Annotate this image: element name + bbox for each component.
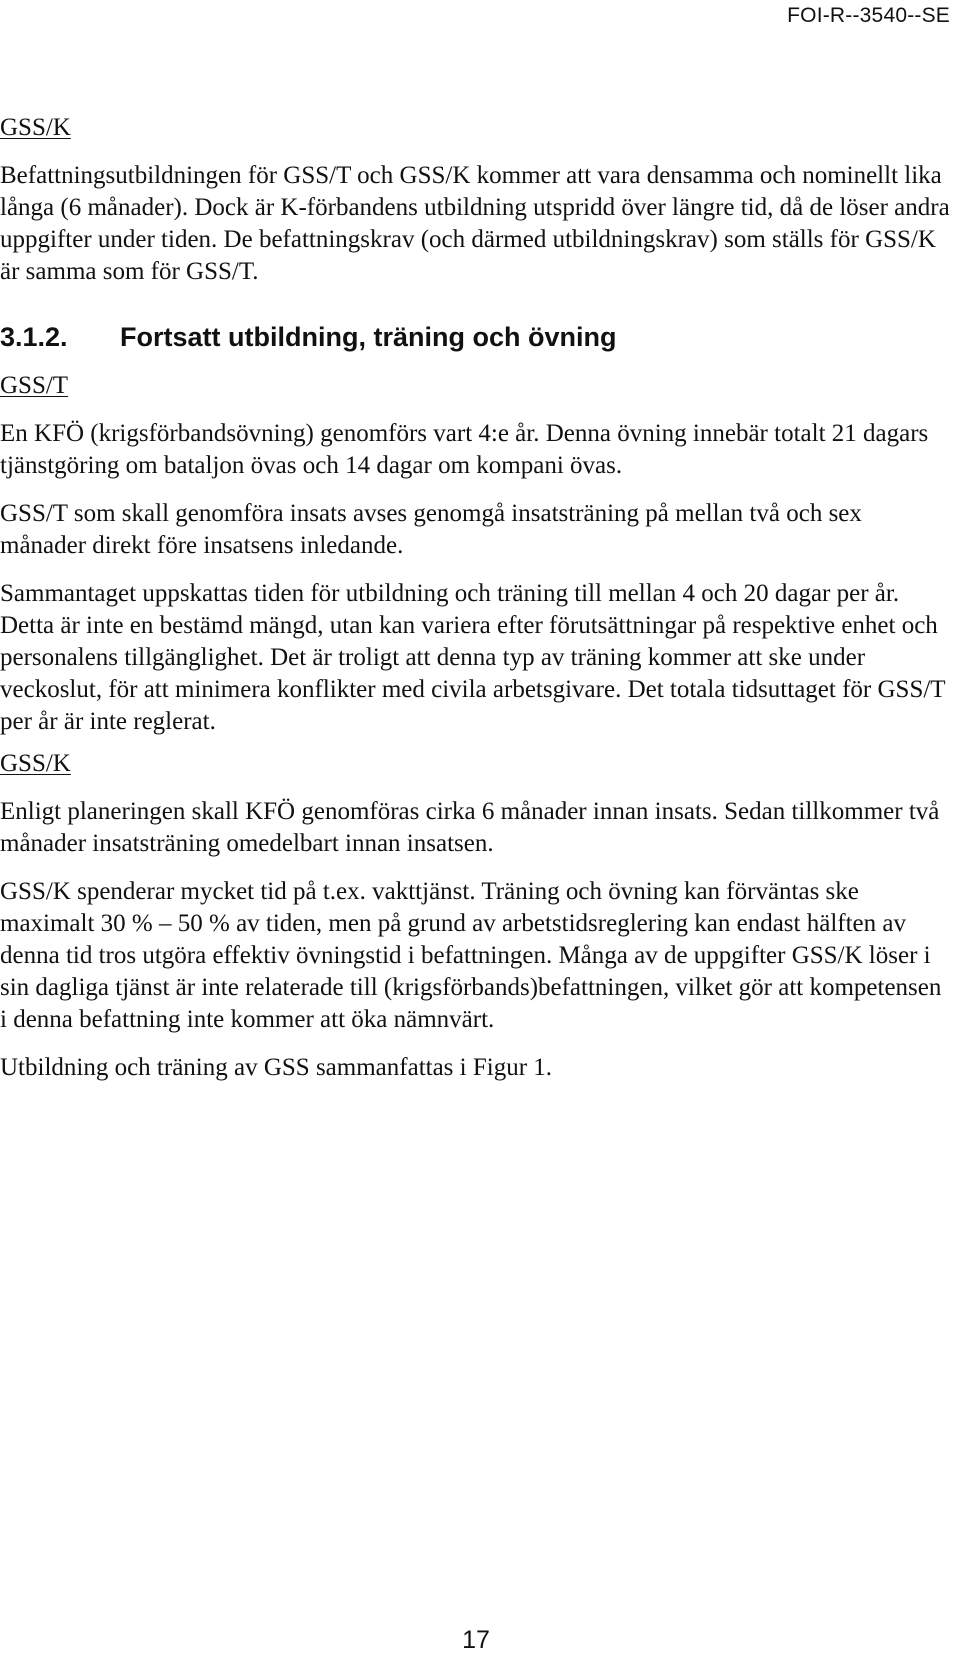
report-id: FOI-R--3540--SE [787, 4, 950, 27]
paragraph-gss-t-summary: Sammantaget uppskattas tiden för utbildning och träning till mellan 4 och 20 dagar per år. Detta är inte en bestämd mängd, utan kan variera efter förutsättningar på respektive enhet och personalens tillgänglighet. Det är troligt att denna typ av träning kommer att ske under veckoslut, för att minimera konflikter med civila arbetsgivare. Det totala tidsuttaget för GSS/T per år är inte reglerat. [0, 580, 946, 735]
paragraph-gss-k-vakttjanst: GSS/K spenderar mycket tid på t.ex. vakttjänst. Träning och övning kan förväntas ske maximalt 30 % – 50 % av tiden, men på grund av arbetstidsreglering kan endast hälften av denna tid tros utgöra effektiv övningstid i befattningen. Många av de uppgifter GSS/K löser i sin dagliga tjänst är inte relaterade till (krigsförbands)befattningen, vilket gör att kompetensen i denna befattning inte kommer att öka nämnvärt. [0, 878, 942, 1033]
paragraph-gss-t-insats: GSS/T som skall genomföra insats avses genomgå insatsträning på mellan två och sex månader direkt före insatsens inledande. [0, 500, 862, 559]
section-heading [0, 320, 952, 354]
document-body [0, 112, 952, 1084]
section-title: Fortsatt utbildning, träning och övning [120, 322, 617, 352]
section-number: 3.1.2. [0, 322, 68, 352]
paragraph-gss-k-intro: Befattningsutbildningen för GSS/T och GSS/K kommer att vara densamma och nominellt lika långa (6 månader). Dock är K-förbandens utbildning utspridd över längre tid, då de löser andra uppgifter under tiden. De befattningskrav (och därmed utbildningskrav) som ställs för GSS/K är samma som för GSS/T. [0, 162, 950, 285]
page-number: 17 [462, 1626, 490, 1654]
subheading-gss-k-intro: GSS/K [0, 114, 71, 141]
paragraph-gss-t-kfo: En KFÖ (krigsförbandsövning) genomförs vart 4:e år. Denna övning innebär totalt 21 dagars tjänstgöring om bataljon övas och 14 dagar om kompani övas. [0, 420, 929, 479]
subheading-gss-t: GSS/T [0, 372, 69, 399]
paragraph-summary-figure: Utbildning och träning av GSS sammanfattas i Figur 1. [0, 1054, 553, 1081]
paragraph-gss-k-kfo: Enligt planeringen skall KFÖ genomföras cirka 6 månader innan insats. Sedan tillkommer två månader insatsträning omedelbart innan insatsen. [0, 798, 940, 857]
subheading-gss-k: GSS/K [0, 750, 71, 777]
